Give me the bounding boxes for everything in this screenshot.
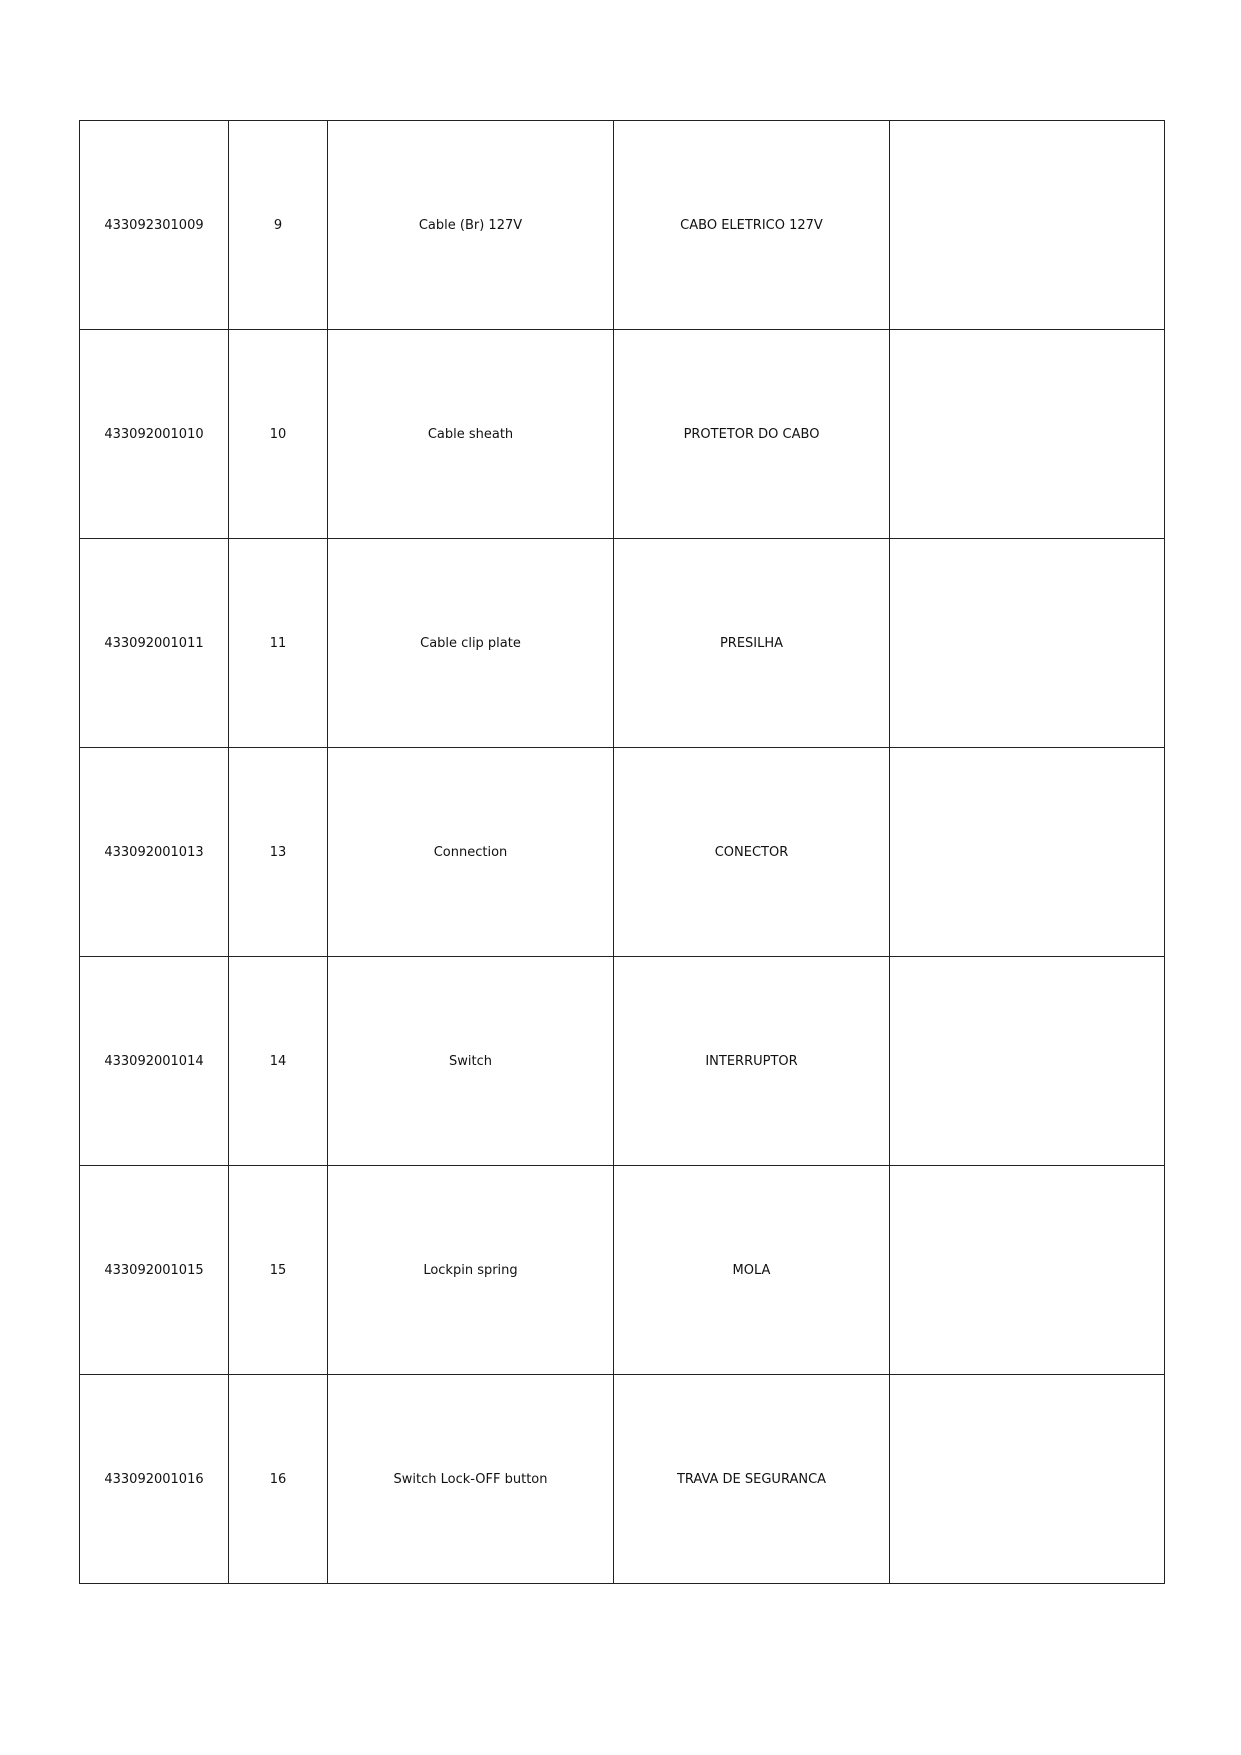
description-en-cell: Connection: [328, 748, 614, 957]
position-cell: 10: [229, 330, 328, 539]
description-pt-cell: CABO ELETRICO 127V: [614, 121, 890, 330]
description-en-cell: Switch: [328, 957, 614, 1166]
table-row: [80, 1375, 1165, 1584]
note-cell: [890, 957, 1165, 1166]
description-en-cell: Cable sheath: [328, 330, 614, 539]
description-pt-cell: INTERRUPTOR: [614, 957, 890, 1166]
table-row: [80, 539, 1165, 748]
note-cell: [890, 1375, 1165, 1584]
note-cell: [890, 121, 1165, 330]
description-pt-cell: MOLA: [614, 1166, 890, 1375]
description-pt-cell: CONECTOR: [614, 748, 890, 957]
note-cell: [890, 1166, 1165, 1375]
note-cell: [890, 330, 1165, 539]
table-row: [80, 748, 1165, 957]
description-en-cell: Switch Lock-OFF button: [328, 1375, 614, 1584]
position-cell: 9: [229, 121, 328, 330]
position-cell: 15: [229, 1166, 328, 1375]
description-pt-cell: PRESILHA: [614, 539, 890, 748]
description-pt-cell: TRAVA DE SEGURANCA: [614, 1375, 890, 1584]
table-row: [80, 957, 1165, 1166]
note-cell: [890, 748, 1165, 957]
table-row: [80, 1166, 1165, 1375]
part-code-cell: 433092001015: [80, 1166, 229, 1375]
description-en-cell: Cable clip plate: [328, 539, 614, 748]
note-cell: [890, 539, 1165, 748]
position-cell: 14: [229, 957, 328, 1166]
part-code-cell: 433092001013: [80, 748, 229, 957]
part-code-cell: 433092001011: [80, 539, 229, 748]
part-code-cell: 433092001014: [80, 957, 229, 1166]
position-cell: 13: [229, 748, 328, 957]
description-pt-cell: PROTETOR DO CABO: [614, 330, 890, 539]
part-code-cell: 433092301009: [80, 121, 229, 330]
table-row: [80, 330, 1165, 539]
description-en-cell: Lockpin spring: [328, 1166, 614, 1375]
parts-table: [79, 120, 1165, 1584]
description-en-cell: Cable (Br) 127V: [328, 121, 614, 330]
position-cell: 11: [229, 539, 328, 748]
part-code-cell: 433092001016: [80, 1375, 229, 1584]
position-cell: 16: [229, 1375, 328, 1584]
part-code-cell: 433092001010: [80, 330, 229, 539]
table-row: [80, 121, 1165, 330]
